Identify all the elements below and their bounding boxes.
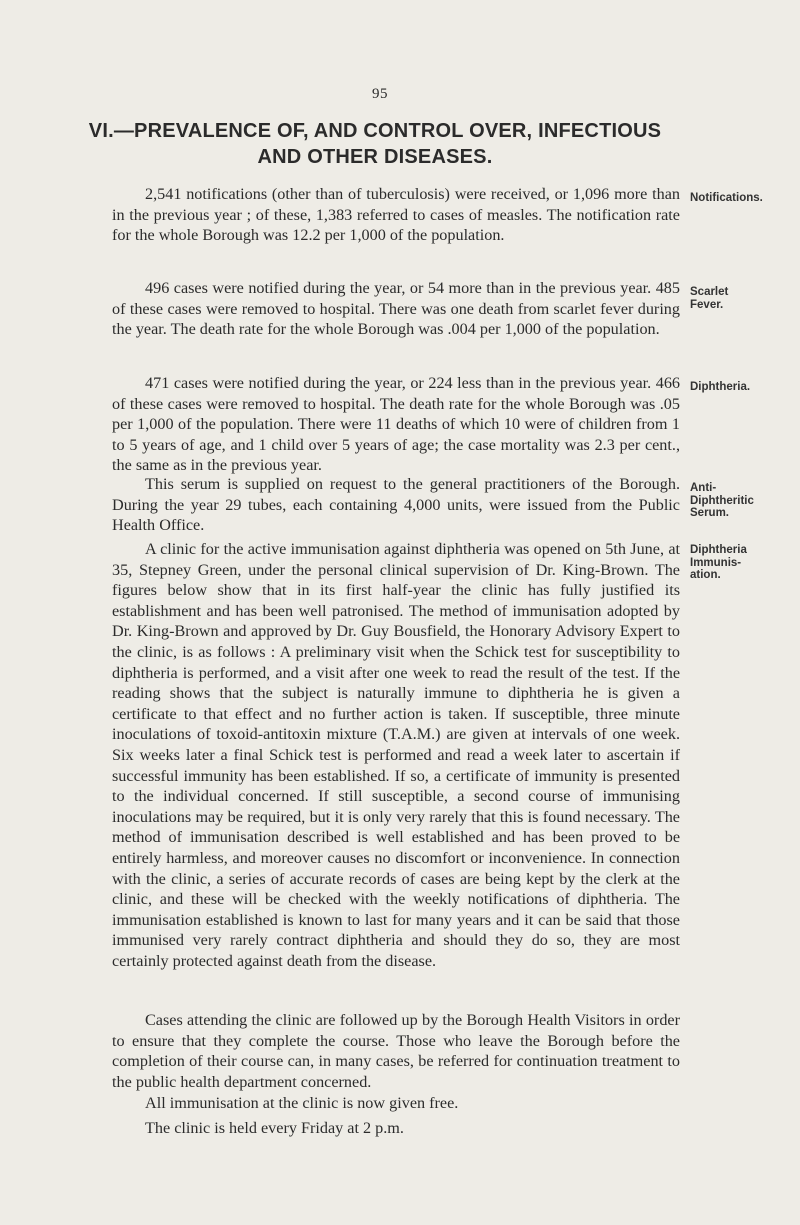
side-note-scarlet-fever: Scarlet Fever. [690,286,729,311]
side-note-anti-diphtheritic-serum: Anti- Diphtheritic Serum. [690,482,754,519]
paragraph-serum: This serum is supplied on request to the general practitioners of the Borough. During the year 29 tubes, each containing 4,000 units, were issued from the Public Health Office. [112,475,680,535]
paragraph-free-immunisation: All immunisation at the clinic is now given free. [145,1094,459,1112]
side-note-notifications: Notifications. [690,192,763,204]
side-note-diphtheria: Diphtheria. [690,381,751,393]
paragraph-immunisation: A clinic for the active immunisation against diphtheria was opened on 5th June, at 35, Stepney Green, under the personal clinical supervision of Dr. King-Brown. The figures below show that in its first half-year the clinic has fully justified its establishment and has been well patronised. The method of immunisation adopted by Dr. King-Brown and approved by Dr. Guy Bousfield, the Honorary Advisory Expert to the clinic, is as follows : A preliminary visit when the Schick test for susceptibility to diphtheria is performed, and a visit after one week to read the result of the test. If the reading shows that the subject is naturally immune to diphtheria he is given a certificate to that effect and no further action is taken. If susceptible, three minute inoculations of toxoid-antitoxin mixture (T.A.M.) are given at intervals of one week. Six weeks later a final Schick test is performed and read a week later to ascertain if successful immunity has been established. If so, a certificate of immunity is presented to the individual concerned. If still susceptible, a second course of immunising inoculations may be required, but it is only very rarely that this is found necessary. The method of immunisation described is well established and has been proved to be entirely harmless, and moreover causes no discomfort or inconvenience. In connection with the clinic, a series of accurate records of cases are being kept by the clerk at the clinic, and these will be checked with the weekly notifications of diphtheria. The immunisation established is known to last for many years and it can be said that those immunised very rarely contract diphtheria and should they do so, they are most certainly protected against death from the disease. [112,540,680,970]
section-title: VI.—PREVALENCE OF, AND CONTROL OVER, INFECTIOUS AND OTHER DISEASES. [88,120,662,168]
page-number: 95 [372,86,388,102]
side-note-diphtheria-immunisation: Diphtheria Immunis- ation. [690,544,747,581]
paragraph-scarlet-fever: 496 cases were notified during the year, or 54 more than in the previous year. 485 of these cases were removed to hospital. There was one death from scarlet fever during the year. The death rate for the whole Borough was .004 per 1,000 of the population. [112,279,680,339]
paragraph-diphtheria: 471 cases were notified during the year, or 224 less than in the previous year. 466 of these cases were removed to hospital. The death rate for the whole Borough was .05 per 1,000 of the population. There were 11 deaths of which 10 were of children from 1 to 5 years of age, and 1 child over 5 years of age; the case mortality was 2.3 per cent., the same as in the previous year. [112,374,680,475]
paragraph-notifications: 2,541 notifications (other than of tuberculosis) were received, or 1,096 more than in the previous year ; of these, 1,383 referred to cases of measles. The notification rate for the whole Borough was 12.2 per 1,000 of the population. [112,185,680,245]
paragraph-clinic-schedule: The clinic is held every Friday at 2 p.m. [145,1119,404,1137]
paragraph-follow-up: Cases attending the clinic are followed up by the Borough Health Visitors in order to ensure that they complete the course. Those who leave the Borough before the completion of their course can, in many cases, be referred for continuation treatment to the public health department concerned. [112,1011,680,1091]
